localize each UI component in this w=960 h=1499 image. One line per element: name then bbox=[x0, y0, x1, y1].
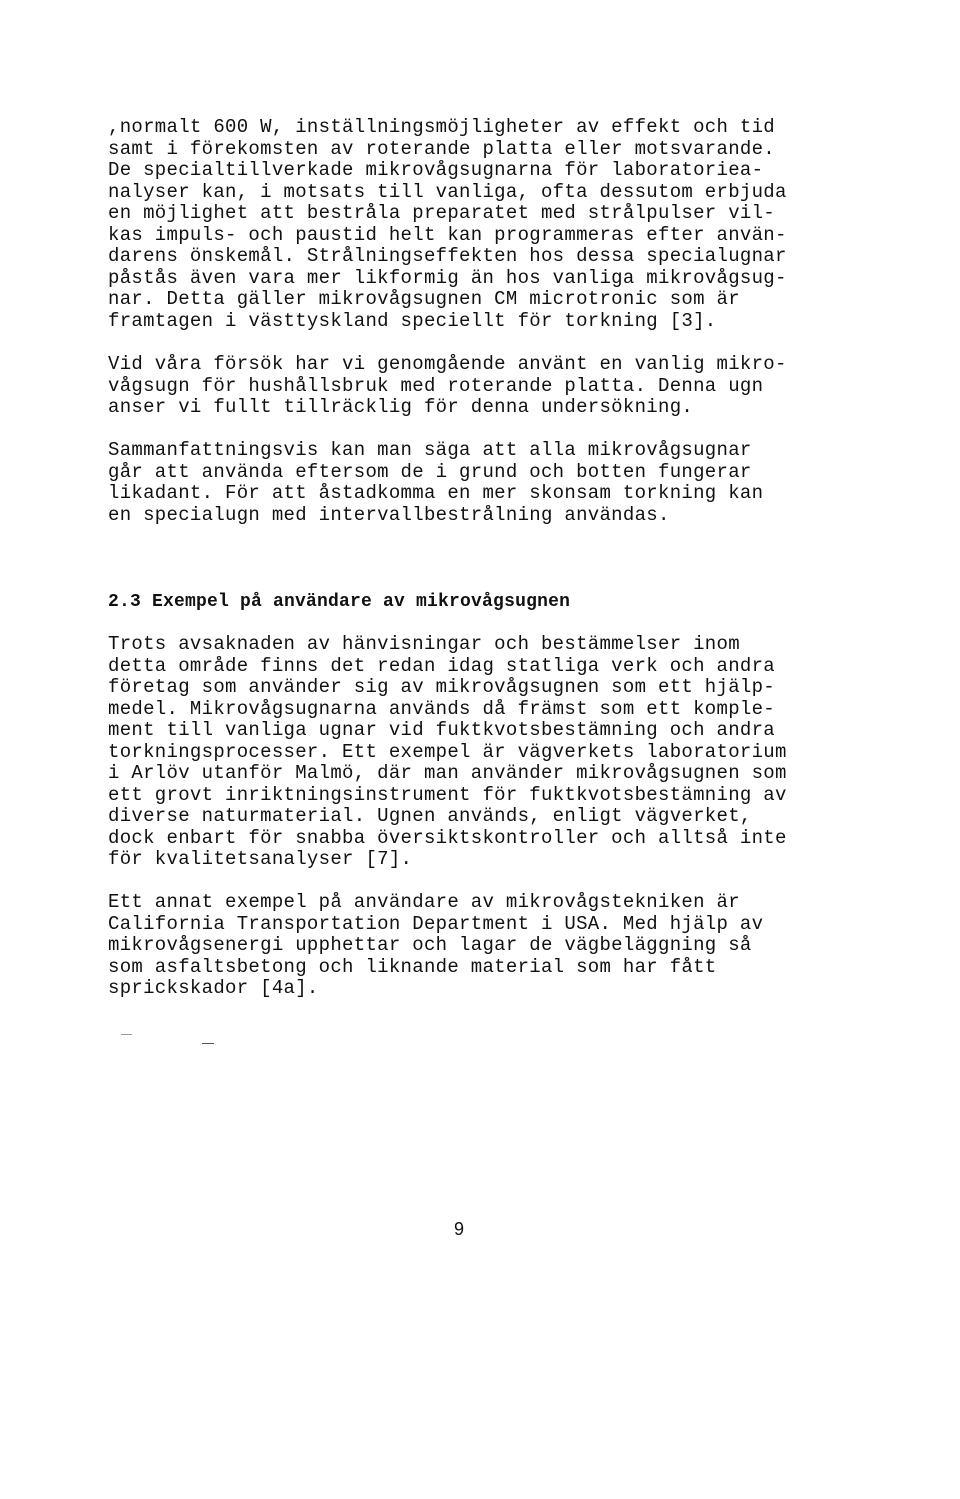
text-line: diverse naturmaterial. Ugnen används, enligt vägverket, bbox=[108, 805, 752, 827]
text-line: mikrovågsenergi upphettar och lagar de vägbeläggning så bbox=[108, 934, 752, 956]
text-line: för kvalitetsanalyser [7]. bbox=[108, 848, 413, 870]
text-line: framtagen i västtyskland speciellt för torkning [3]. bbox=[108, 309, 717, 332]
text-line: en specialugn med intervallbestrålning användas. bbox=[108, 503, 670, 526]
text-line: Ett annat exempel på användare av mikrovågstekniken är bbox=[108, 891, 740, 913]
paragraph-summary bbox=[108, 440, 868, 526]
text-line: California Transportation Department i USA. Med hjälp av bbox=[108, 912, 764, 935]
scan-mark bbox=[121, 1034, 132, 1035]
text-line: kas impuls- och paustid helt kan programmeras efter använ- bbox=[108, 223, 787, 246]
text-line: Vid våra försök har vi genomgående använt en vanlig mikro- bbox=[108, 353, 787, 375]
text-line: samt i förekomsten av roterande platta eller motsvarande. bbox=[108, 137, 776, 160]
text-line: ,normalt 600 W, inställningsmöjligheter av effekt och tid bbox=[108, 116, 776, 138]
paragraph-california bbox=[108, 892, 868, 1000]
text-line: Trots avsaknaden av hänvisningar och bestämmelser inom bbox=[108, 633, 740, 655]
text-line: ett grovt inriktningsinstrument för fuktkvotsbestämning av bbox=[108, 783, 787, 806]
text-line: Sammanfattningsvis kan man säga att alla mikrovågsugnar bbox=[108, 439, 752, 461]
text-line: De specialtillverkade mikrovågsugnarna för laboratoriea- bbox=[108, 159, 764, 181]
text-line: anser vi fullt tillräcklig för denna undersökning. bbox=[108, 396, 694, 418]
text-line: likadant. För att åstadkomma en mer skonsam torkning kan bbox=[108, 482, 764, 504]
text-line: detta område finns det redan idag statliga verk och andra bbox=[108, 654, 776, 677]
text-line: i Arlöv utanför Malmö, där man använder mikrovågsugnen som bbox=[108, 762, 787, 784]
text-line: ment till vanliga ugnar vid fuktkvotsbestämning och andra bbox=[108, 719, 776, 741]
text-line: dock enbart för snabba översiktskontroller och alltså inte bbox=[108, 826, 787, 849]
paragraph-household-oven bbox=[108, 354, 868, 419]
text-line: sprickskador [4a]. bbox=[108, 977, 319, 999]
section-heading: 2.3 Exempel på användare av mikrovågsugnen bbox=[108, 592, 571, 612]
text-line: darens önskemål. Strålningseffekten hos dessa specialugnar bbox=[108, 245, 787, 267]
page-number: 9 bbox=[454, 1219, 465, 1239]
paragraph-microwave-specs bbox=[108, 117, 868, 332]
text-line: en möjlighet att bestråla preparatet med strålpulser vil- bbox=[108, 202, 776, 224]
text-line: företag som använder sig av mikrovågsugnen som ett hjälp- bbox=[108, 676, 776, 698]
scan-mark bbox=[202, 1043, 214, 1044]
text-line: nar. Detta gäller mikrovågsugnen CM microtronic som är bbox=[108, 288, 740, 310]
text-line: påstås även vara mer likformig än hos vanliga mikrovågsug- bbox=[108, 266, 787, 289]
text-line: vågsugn för hushållsbruk med roterande platta. Denna ugn bbox=[108, 374, 764, 397]
text-line: nalyser kan, i motsats till vanliga, ofta dessutom erbjuda bbox=[108, 180, 787, 203]
text-line: går att använda eftersom de i grund och botten fungerar bbox=[108, 460, 752, 483]
text-line: torkningsprocesser. Ett exempel är vägverkets laboratorium bbox=[108, 740, 787, 763]
text-line: som asfaltsbetong och liknande material som har fått bbox=[108, 955, 717, 978]
paragraph-examples bbox=[108, 634, 868, 871]
text-line: medel. Mikrovågsugnarna används då främst som ett komple- bbox=[108, 697, 776, 720]
